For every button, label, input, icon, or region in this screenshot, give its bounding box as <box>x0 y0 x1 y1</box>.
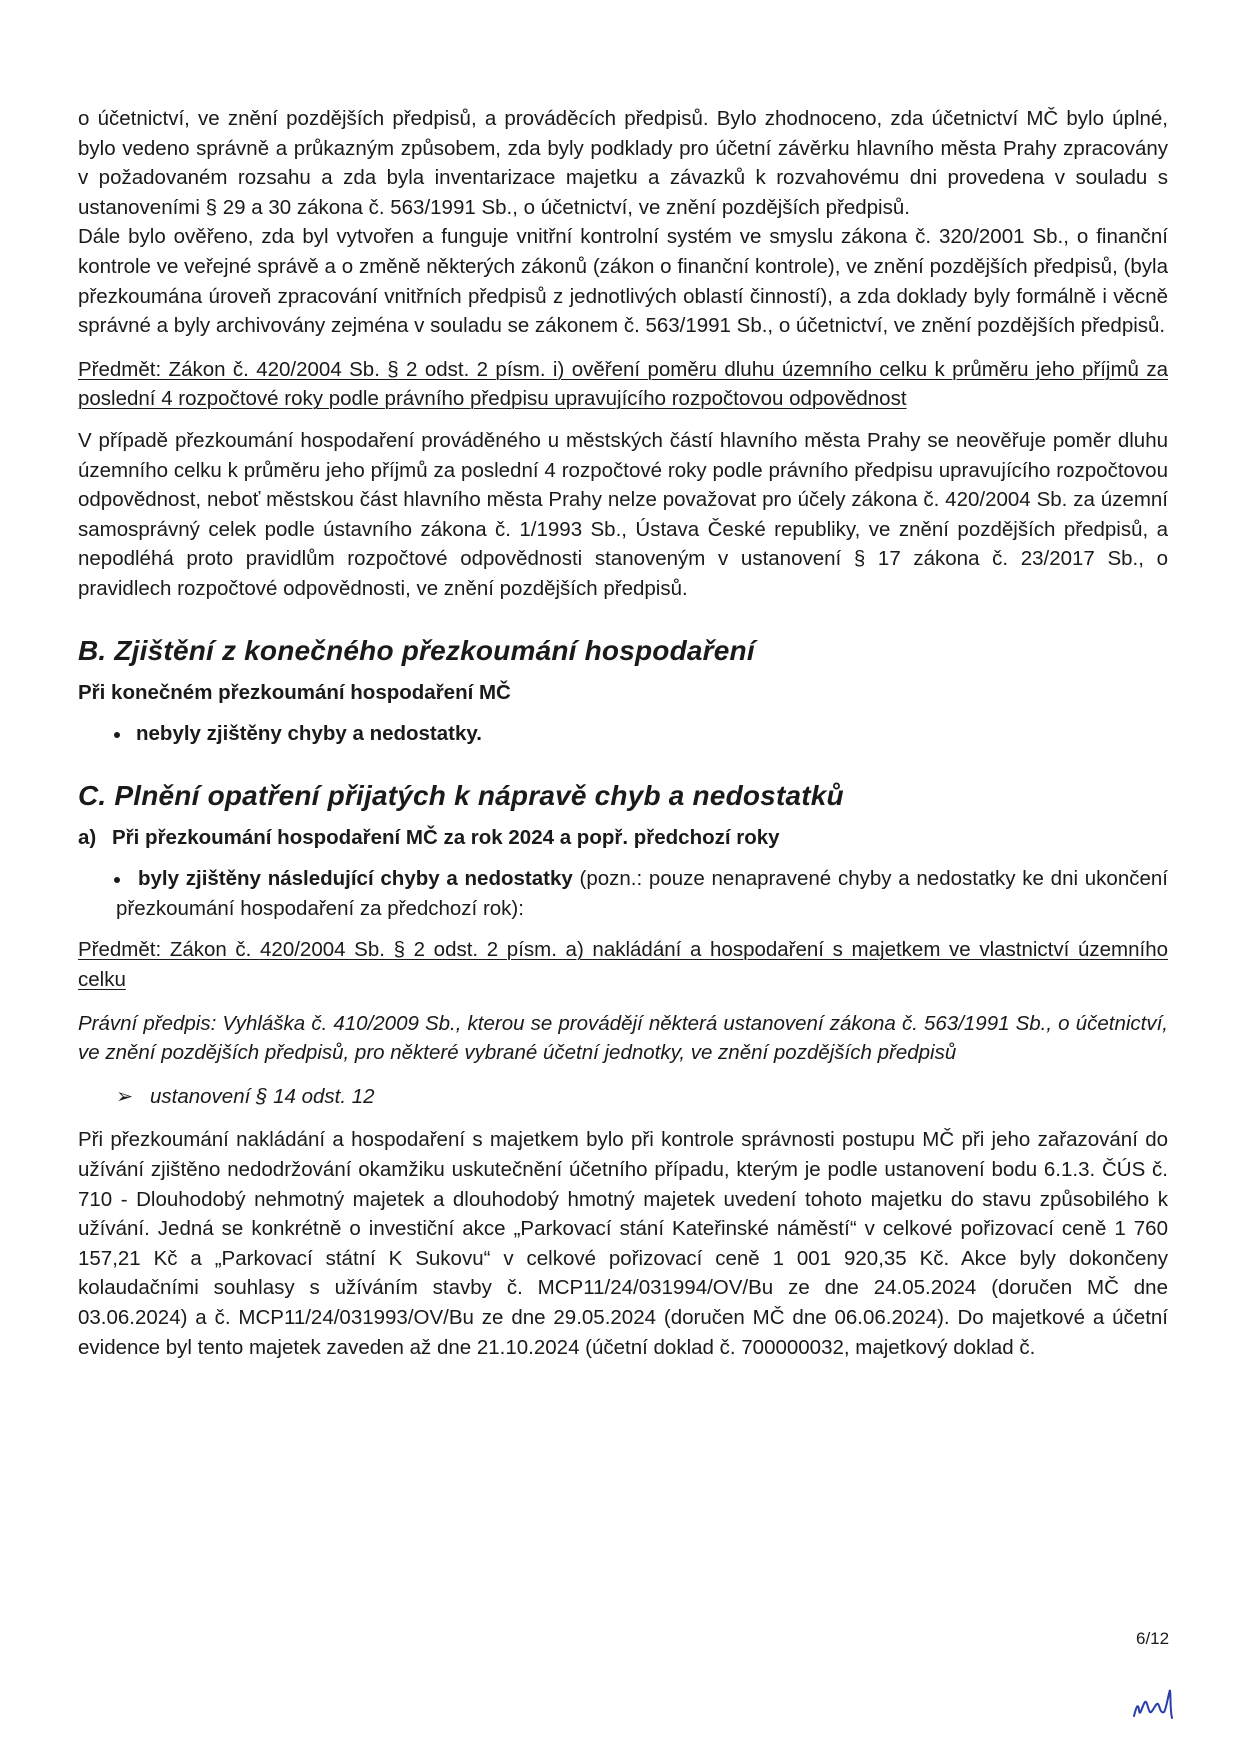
section-c-heading: C. Plnění opatření přijatých k nápravě chyb a nedostatků <box>78 779 844 811</box>
section-c-a-label: a) <box>78 825 97 849</box>
provision-line <box>78 1082 1168 1112</box>
section-b-subheading: Při konečném přezkoumání hospodaření MČ <box>78 680 511 704</box>
section-c-bullet <box>78 864 1168 923</box>
section-c-subheading-a <box>78 823 1168 853</box>
section-c-bullet-rest: (pozn.: pouze nenapravené chyby a nedostatky ke dni ukončení přezkoumání hospodaření za předchozí rok): <box>116 867 1168 920</box>
bullet-dot-icon <box>114 732 120 738</box>
legal-basis: Právní předpis: Vyhláška č. 410/2009 Sb., kterou se provádějí některá ustanovení zákona č. 563/1991 Sb., o účetnictví, ve znění pozdějších předpisů, pro některé vybrané účetní jednotky, ve znění pozdějších předpisů <box>78 1011 1168 1065</box>
section-b-bullet-text: nebyly zjištěny chyby a nedostatky. <box>136 722 482 746</box>
section-c-bullet-bold: byly zjištěny následující chyby a nedostatky <box>138 867 573 891</box>
document-body <box>78 104 1168 1362</box>
intro-paragraph: o účetnictví, ve znění pozdějších předpisů, a prováděcích předpisů. Bylo zhodnoceno, zda účetnictví MČ bylo úplné, bylo vedeno správně a průkazným způsobem, zda byly podklady pro účetní závěrku hlavního města Prahy zpracovány v požadovaném rozsahu a zda byla inventarizace majetku a závazků k rozvahovému dni provedena v souladu s ustanoveními § 29 a 30 zákona č. 563/1991 Sb., o účetnictví, ve znění pozdějších předpisů. <box>78 107 1168 219</box>
subject-heading-debt-ratio: Předmět: Zákon č. 420/2004 Sb. § 2 odst. 2 písm. i) ověření poměru dluhu územního celku k průměru jeho příjmů za poslední 4 rozpočtové roky podle právního předpisu upravujícího rozpočtovou odpovědnost <box>78 357 1168 411</box>
page-number: 6/12 <box>1136 1629 1170 1648</box>
section-c-a-text: Při přezkoumání hospodaření MČ za rok 2024 a popř. předchozí roky <box>112 825 780 849</box>
section-b-bullet <box>78 719 1168 749</box>
subject-heading-property: Předmět: Zákon č. 420/2004 Sb. § 2 odst. 2 písm. a) nakládání a hospodaření s majetkem ve vlastnictví územního celku <box>78 938 1168 992</box>
signature-icon <box>1130 1680 1180 1724</box>
finding-paragraph: Při přezkoumání nakládání a hospodaření s majetkem bylo při kontrole správnosti postupu MČ při jeho zařazování do užívání zjištěno nedodržování okamžiku uskutečnění účetního případu, kterým je podle ustanovení bodu 6.1.3. ČÚS č. 710 - Dlouhodobý nehmotný majetek a dlouhodobý hmotný majetek uvedení tohoto majetku do stavu způsobilého k užívání. Jedná se konkrétně o investiční akce „Parkovací stání Kateřinské náměstí“ v celkové pořizovací ceně 1 760 157,21 Kč a „Parkovací státní K Sukovu“ v celkové pořizovací ceně 1 001 920,35 Kč. Akce byly dokončeny kolaudačními souhlasy s užíváním stavby č. MCP11/24/031994/OV/Bu ze dne 24.05.2024 (doručen MČ dne 03.06.2024) a č. MCP11/24/031993/OV/Bu ze dne 29.05.2024 (doručen MČ dne 06.06.2024). Do majetkové a účetní evidence byl tento majetek zaveden až dne 21.10.2024 (účetní doklad č. 700000032, majetkový doklad č. <box>78 1128 1168 1359</box>
bullet-dot-icon <box>114 877 120 883</box>
debt-ratio-paragraph: V případě přezkoumání hospodaření prováděného u městských částí hlavního města Prahy se neověřuje poměr dluhu územního celku k průměru jeho příjmů za poslední 4 rozpočtové roky podle právního předpisu upravujícího rozpočtovou odpovědnost, neboť městskou část hlavního města Prahy nelze považovat pro účely zákona č. 420/2004 Sb. za územní samosprávný celek podle ústavního zákona č. 1/1993 Sb., Ústava České republiky, ve znění pozdějších předpisů, a nepodléhá proto pravidlům rozpočtové odpovědnosti stanoveným v ustanovení § 17 zákona č. 23/2017 Sb., o pravidlech rozpočtové odpovědnosti, ve znění pozdějších předpisů. <box>78 428 1168 600</box>
control-system-paragraph: Dále bylo ověřeno, zda byl vytvořen a funguje vnitřní kontrolní systém ve smyslu zákona č. 320/2001 Sb., o finanční kontrole ve veřejné správě a o změně některých zákonů (zákon o finanční kontrole), ve znění pozdějších předpisů, (byla přezkoumána úroveň zpracování vnitřních předpisů z jednotlivých oblastí činností), a zda doklady byly formálně i věcně správné a byly archivovány zejména v souladu se zákonem č. 563/1991 Sb., o účetnictví, ve znění pozdějších předpisů. <box>78 225 1168 338</box>
provision-text: ustanovení § 14 odst. 12 <box>150 1084 375 1108</box>
arrow-bullet-icon: ➢ <box>116 1084 134 1108</box>
section-b-heading: B. Zjištění z konečného přezkoumání hospodaření <box>78 634 755 666</box>
